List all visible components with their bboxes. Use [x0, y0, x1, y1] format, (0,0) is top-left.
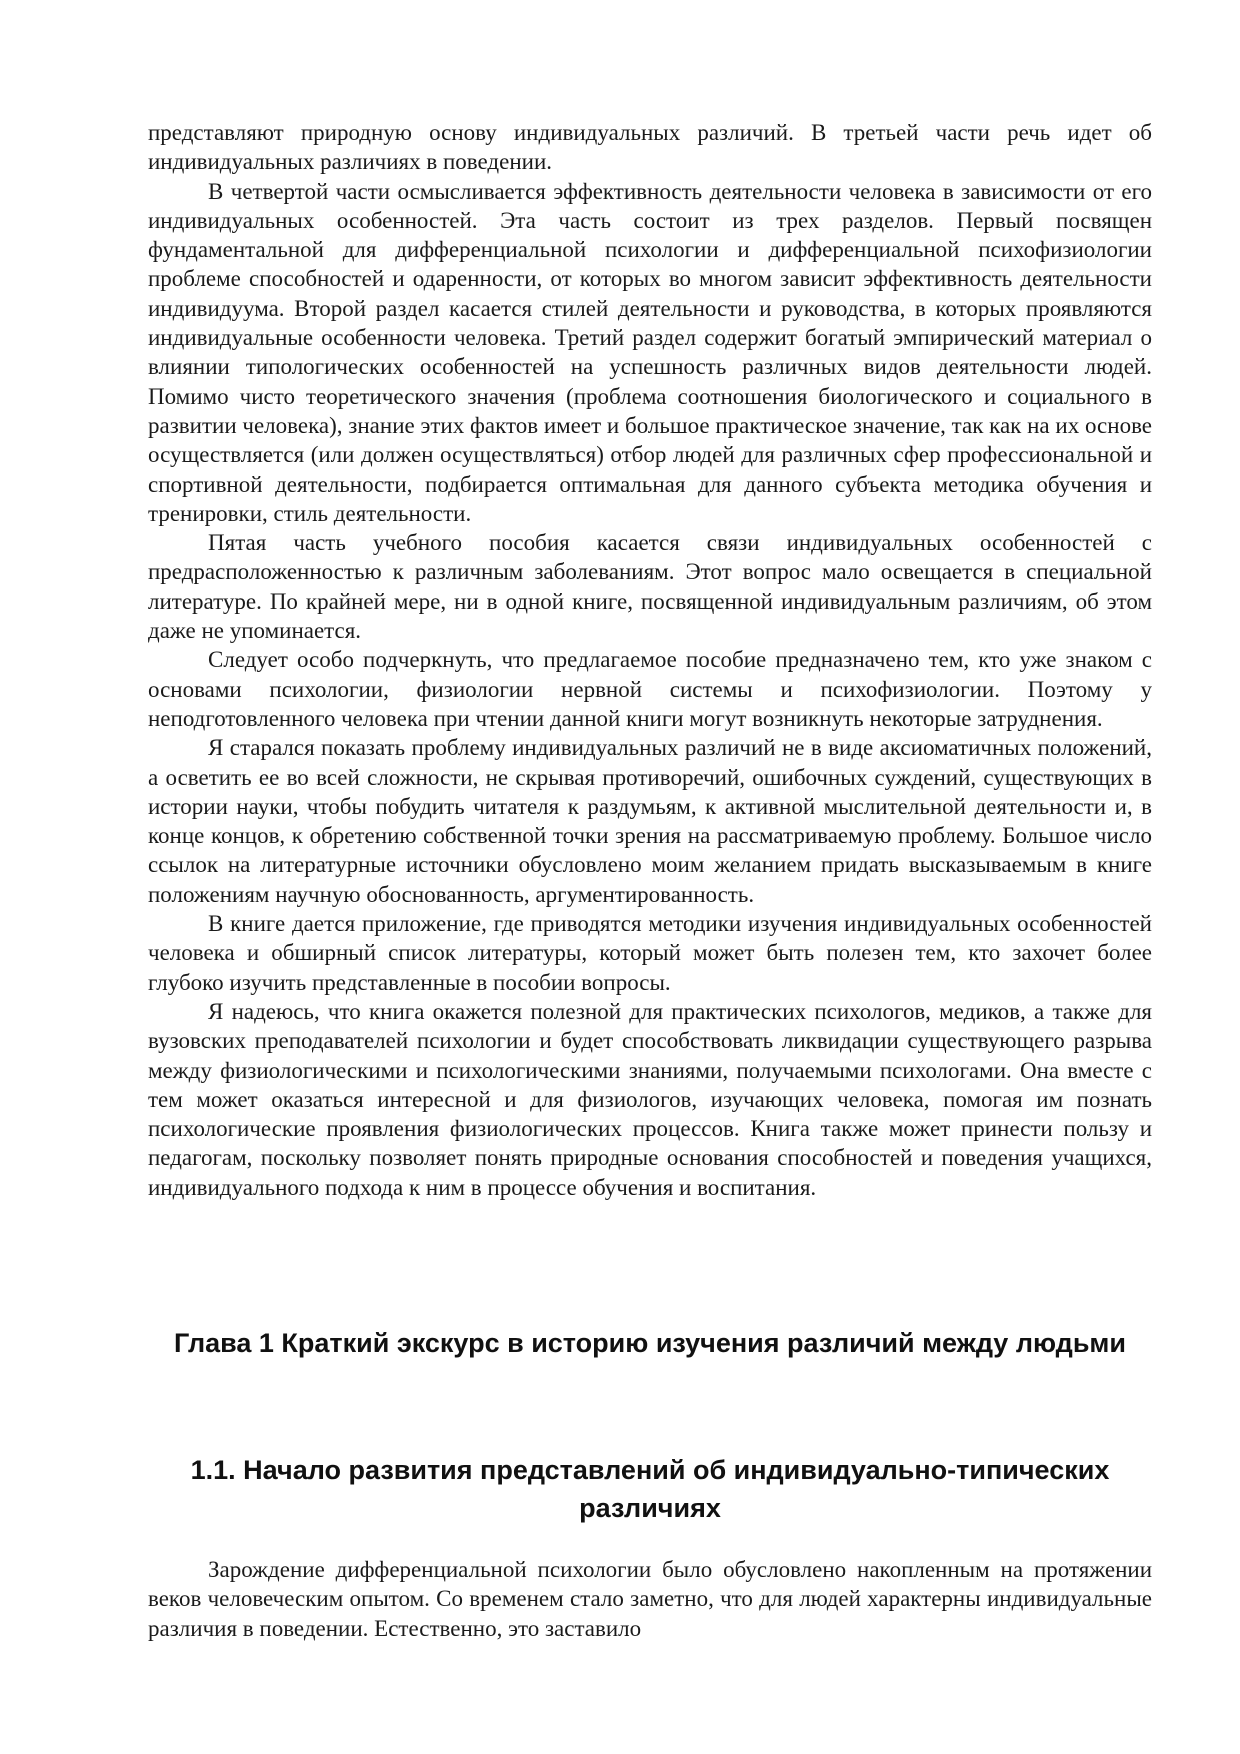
- paragraph-origin: Зарождение дифференциальной психологии было обусловлено накопленным на протяжении веков человеческим опытом. Со временем стало заметно, что для людей характерны индивидуальные различия в поведении. Естественно, это заставило: [148, 1557, 1152, 1641]
- body-text-top: [148, 118, 1152, 1202]
- paragraph-fourth-part: В четвертой части осмысливается эффективность деятельности человека в зависимости от его индивидуальных особенностей. Эта часть состоит из трех разделов. Первый посвящен фундаментальной для дифференциальной психологии и дифференциальной психофизиологии проблеме способностей и одаренности, от которых во многом зависит эффективность деятельности индивидуума. Второй раздел касается стилей деятельности и руководства, в которых проявляются индивидуальные особенности человека. Третий раздел содержит богатый эмпирический материал о влиянии типологических особенностей на успешность различных видов деятельности людей. Помимо чисто теоретического значения (проблема соотношения биологического и социального в развитии человека), знание этих фактов имеет и большое практическое значение, так как на их основе осуществляется (или должен осуществляться) отбор людей для различных сфер профессиональной и спортивной деятельности, подбирается оптимальная для данного субъекта методика обучения и тренировки, стиль деятельности.: [148, 178, 1152, 526]
- paragraph-appendix: В книге дается приложение, где приводятся методики изучения индивидуальных особенностей человека и обширный список литературы, который может быть полезен тем, кто захочет более глубоко изучить представленные в пособии вопросы.: [148, 911, 1152, 995]
- paragraph-continued: представляют природную основу индивидуальных различий. В третьей части речь идет об индивидуальных различиях в поведении.: [148, 120, 1152, 175]
- paragraph-audience: Следует особо подчеркнуть, что предлагаемое пособие предназначено тем, кто уже знаком с основами психологии, физиологии нервной системы и психофизиологии. Поэтому у неподготовленного человека при чтении данной книги могут возникнуть некоторые затруднения.: [148, 647, 1152, 731]
- section-heading: 1.1. Начало развития представлений об индивидуально-типических различиях: [190, 1455, 1110, 1523]
- paragraph-hope: Я надеюсь, что книга окажется полезной для практических психологов, медиков, а также для вузовских преподавателей психологии и будет способствовать ликвидации существующего разрыва между физиологическими и психологическими знаниями, получаемыми психологами. Она вместе с тем может оказаться интересной и для физиологов, изучающих человека, помогая им познать психологические проявления физиологических процессов. Книга также может принести пользу и педагогам, поскольку позволяет понять природные основания способностей и поведения учащихся, индивидуального подхода к ним в процессе обучения и воспитания.: [148, 998, 1152, 1200]
- paragraph-fifth-part: Пятая часть учебного пособия касается связи индивидуальных особенностей с предрасположенностью к различным заболеваниям. Этот вопрос мало освещается в специальной литературе. По крайней мере, ни в одной книге, посвященной индивидуальным различиям, об этом даже не упоминается.: [148, 530, 1152, 644]
- chapter-heading: Глава 1 Краткий экскурс в историю изучения различий между людьми: [174, 1328, 1126, 1358]
- body-text-bottom: [148, 1555, 1152, 1643]
- paragraph-approach: Я старался показать проблему индивидуальных различий не в виде аксиоматичных положений, а осветить ее во всей сложности, не скрывая противоречий, ошибочных суждений, существующих в истории науки, чтобы побудить читателя к раздумьям, к активной мыслительной деятельности и, в конце концов, к обретению собственной точки зрения на рассматриваемую проблему. Большое число ссылок на литературные источники обусловлено моим желанием придать высказываемым в книге положениям научную обоснованность, аргументированность.: [148, 735, 1152, 907]
